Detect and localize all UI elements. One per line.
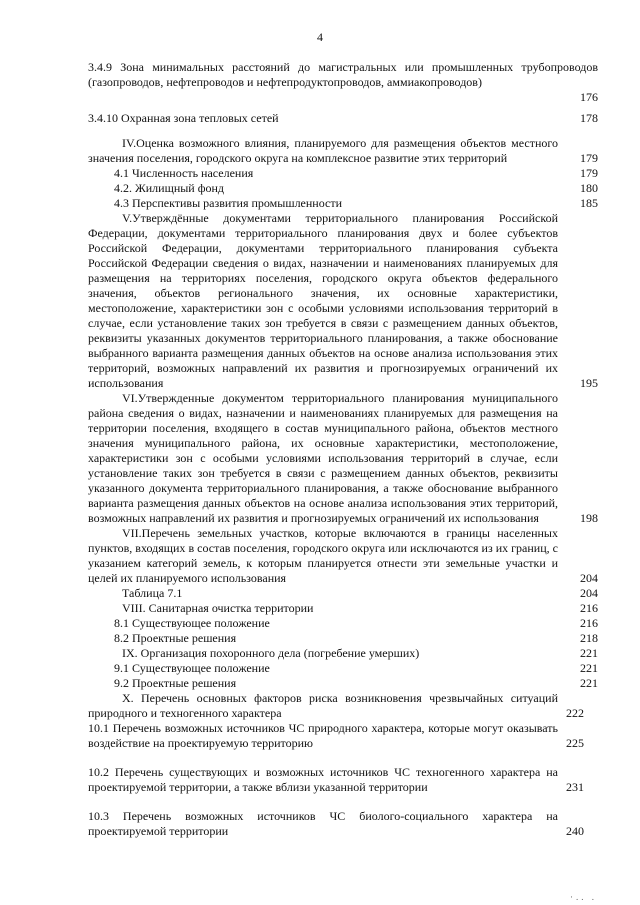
toc-entry-text: 9.1 Существующее положение — [114, 661, 270, 675]
toc-entry-text: Таблица 7.1 — [122, 586, 183, 600]
toc-entry-page: 231 — [566, 780, 584, 794]
toc-entry-section-9 — [88, 646, 598, 661]
toc-entry-text: 10.1 Перечень возможных источников ЧС природного характера, которые могут оказывать воздействие на проектируемую территорию — [88, 721, 558, 750]
toc-entry-text: 4.1 Численность населения — [114, 166, 254, 180]
toc-entry-text: 4.3 Перспективы развития промышленности — [114, 196, 343, 210]
toc-entry-page: 240 — [566, 824, 584, 838]
toc-entry-page: 204 — [580, 586, 598, 600]
toc-entry-text: 9.2 Проектные решения — [114, 676, 237, 690]
toc-entry-section-8 — [88, 601, 598, 616]
toc-entry-section-7 — [88, 526, 598, 586]
toc-entry-text: VII.Перечень земельных участков, которые включаются в границы населенных пунктов, входящих в состав поселения, городского округа или исключаются из их границ, с указанием категорий земель, к которым планируется отнести эти земельные участки и целей их планируемого использования — [88, 526, 558, 585]
toc-entry-text: 3.4.9 Зона минимальных расстояний до магистральных или промышленных трубопроводов (газопроводов, нефтепроводов и нефтепродуктопроводов, аммиакопроводов) — [88, 60, 598, 89]
toc-entry-8-1 — [88, 616, 598, 631]
toc-entry-page: 221 — [580, 661, 598, 675]
toc-entry-10-3 — [88, 809, 598, 839]
toc-entry-3-4-9 — [88, 60, 598, 105]
toc-entry-text: 3.4.10 Охранная зона тепловых сетей — [88, 111, 279, 125]
toc-entry-4-2 — [88, 181, 598, 196]
toc-entry-text: VIII. Санитарная очистка территории — [122, 601, 314, 615]
toc-entry-page: 198 — [580, 511, 598, 525]
toc-entry-text: V.Утверждённые документами территориального планирования Российской Федерации, документами территориального планирования двух и более субъектов Российской Федерации, документами территориального планирования субъекта Российской Федерации сведения о видах, назначении и наименованиях планируемых для размещения на территориях поселения, городского округа объектов федерального значения, объектов регионального значения, их основные характеристики, местоположение, характеристики зон с особыми условиями использования территорий в случае, если установление таких зон требуется в связи с размещением данных объектов, реквизиты указанных документов территориального планирования, а также обоснование выбранного варианта размещения данных объектов на основе анализа использования этих территорий, возможных направлений их развития и прогнозируемых ограничений их использования — [88, 211, 558, 390]
toc-entry-section-6 — [88, 391, 598, 526]
toc-entry-3-4-10 — [88, 111, 598, 126]
toc-entry-page: 179 — [580, 151, 598, 165]
toc-entry-9-2 — [88, 676, 598, 691]
toc-entry-page: 221 — [580, 676, 598, 690]
toc-entry-text: 10.2 Перечень существующих и возможных источников ЧС техногенного характера на проектируемой территории, а также вблизи указанной территории — [88, 765, 558, 794]
toc-entry-text: 8.2 Проектные решения — [114, 631, 237, 645]
toc-entry-text: 8.1 Существующее положение — [114, 616, 270, 630]
toc-entry-text: X. Перечень основных факторов риска возникновения чрезвычайных ситуаций природного и техногенного характера — [88, 691, 558, 720]
toc-entry-table-7-1 — [88, 586, 598, 601]
toc-entry-4-1 — [88, 166, 598, 181]
toc-entry-8-2 — [88, 631, 598, 646]
toc-entry-section-4 — [88, 136, 598, 166]
toc-entry-page: 176 — [580, 90, 598, 104]
toc-entry-page: 185 — [580, 196, 598, 210]
toc-entry-page: 178 — [580, 111, 598, 125]
toc-entry-text: VI.Утвержденные документом территориального планирования муниципального района сведения о видах, назначении и наименованиях планируемых для размещения на территории поселения, входящего в состав муниципального района, объектов местного значения муниципального района, их основные характеристики, местоположение, характеристики зон с особыми условиями использования территорий в случае, если установление таких зон требуется в связи с размещением данных объектов, реквизиты указанного документа территориального планирования, а также обоснование выбранного варианта размещения данных объектов на основе анализа использования этих территорий, возможных направлений их развития и прогнозируемых ограничений их использования — [88, 391, 558, 525]
toc-entry-page: 195 — [580, 376, 598, 390]
toc-entry-text: 10.3 Перечень возможных источников ЧС биолого-социального характера на проектируемой территории — [88, 809, 558, 838]
toc-entry-text: 4.2. Жилищный фонд — [114, 181, 225, 195]
toc-entry-text: IV.Оценка возможного влияния, планируемого для размещения объектов местного значения поселения, городского округа на комплексное развитие этих территорий — [88, 136, 558, 165]
toc-entry-page: 204 — [580, 571, 598, 585]
toc-entry-page: 216 — [580, 601, 598, 615]
scan-artifact: ·.. . — [570, 892, 597, 902]
page-number: 4 — [317, 30, 323, 44]
toc-entry-page: 180 — [580, 181, 598, 195]
toc-entry-10-2 — [88, 765, 598, 795]
toc-entry-section-5 — [88, 211, 598, 391]
table-of-contents — [88, 60, 598, 839]
toc-entry-page: 218 — [580, 631, 598, 645]
toc-entry-page: 225 — [566, 736, 584, 750]
toc-entry-page: 222 — [566, 706, 584, 720]
toc-entry-page: 221 — [580, 646, 598, 660]
toc-entry-10-1 — [88, 721, 598, 751]
toc-entry-4-3 — [88, 196, 598, 211]
toc-entry-9-1 — [88, 661, 598, 676]
toc-entry-text: IX. Организация похоронного дела (погребение умерших) — [122, 646, 420, 660]
toc-entry-section-10 — [88, 691, 598, 721]
toc-entry-page: 216 — [580, 616, 598, 630]
toc-entry-page: 179 — [580, 166, 598, 180]
